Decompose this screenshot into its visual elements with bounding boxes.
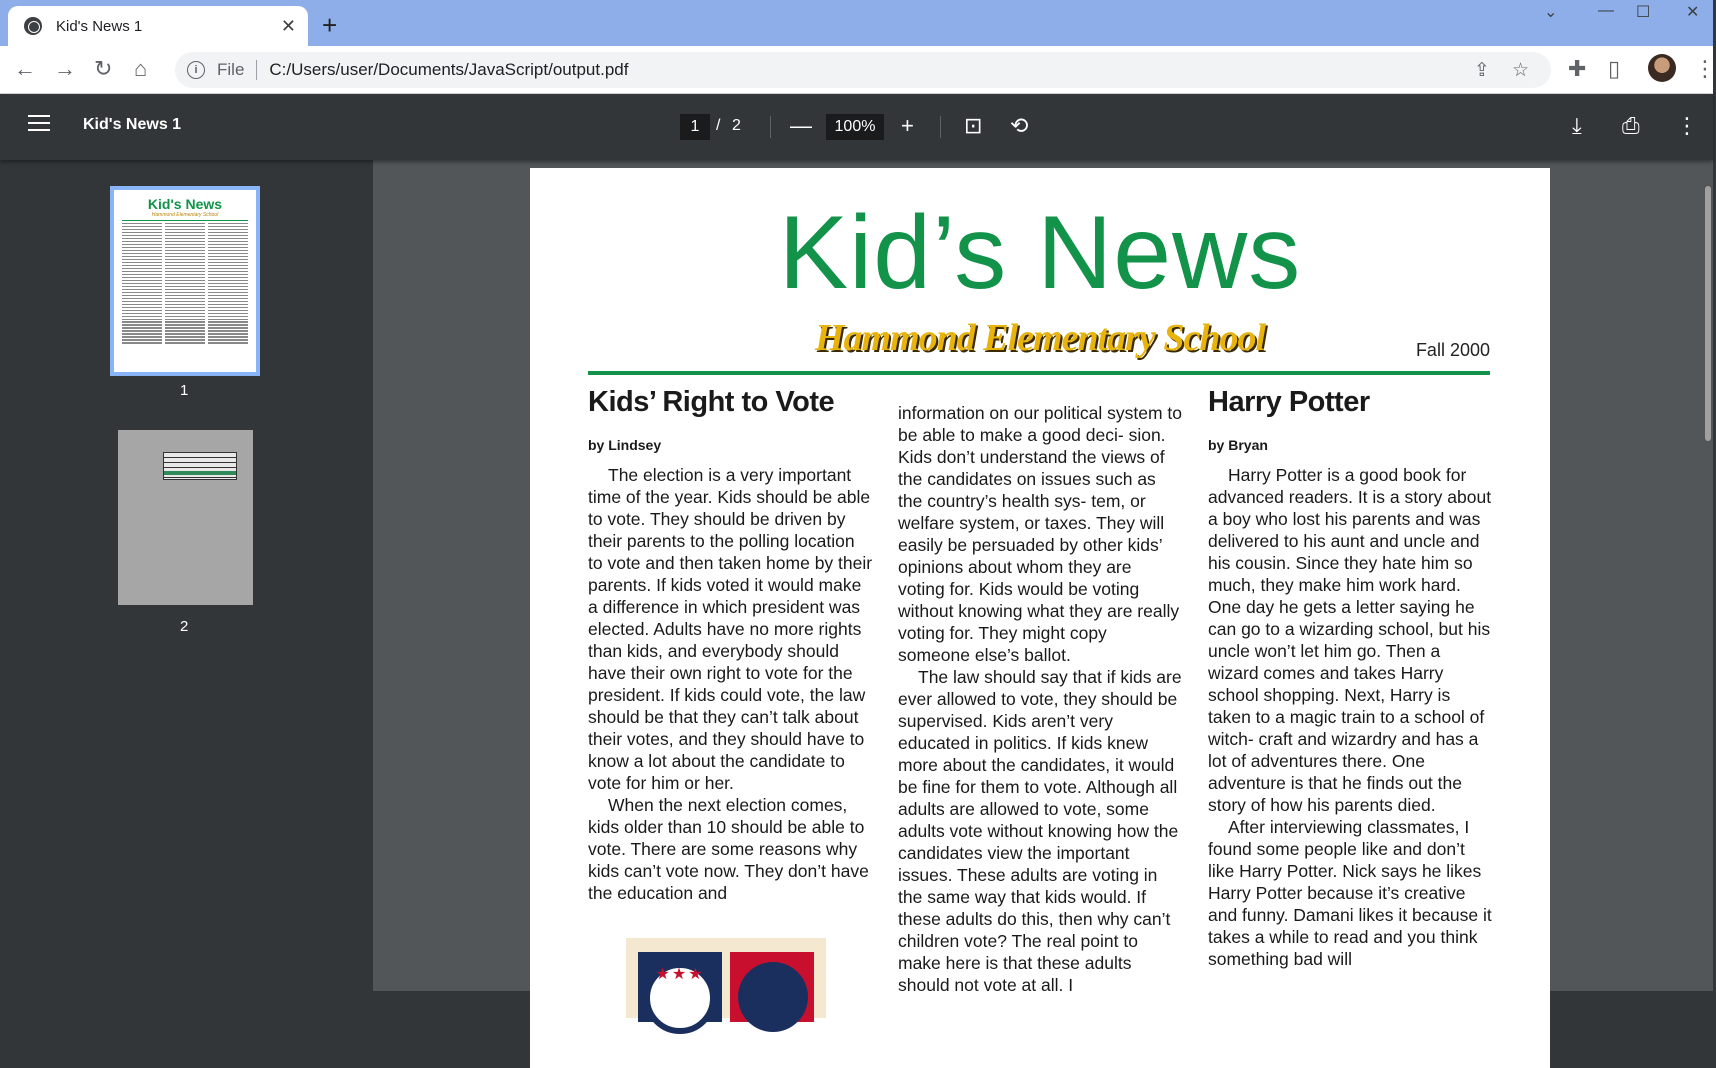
info-icon[interactable]: i [187,61,205,79]
side-panel-icon[interactable]: ▯ [1608,56,1621,81]
page-thumbnail-1[interactable] [110,186,260,376]
article-headline: Harry Potter [1208,386,1370,418]
address-bar[interactable] [175,52,1551,88]
democrat-button-image [730,952,814,1022]
toolbar-divider [940,116,941,138]
thumbnail-label-1: 1 [180,382,189,399]
issue-date: Fall 2000 [1415,340,1490,360]
vertical-scrollbar[interactable] [1701,166,1713,991]
newsletter-masthead: Kid’s News [778,195,1302,311]
address-scheme: File [217,60,245,79]
zoom-out-icon[interactable]: — [790,113,812,138]
thumbnail-rule [122,220,248,221]
scrollbar-thumb[interactable] [1705,186,1711,441]
article-paragraph: After interviewing classmates, I found some people like and don’t like Harry Potter. Nick says he likes Harry Potter because it’s creative and funny. Damani likes it because it takes a while to read and you think something bad will [1208,817,1492,969]
article-paragraph: The law should say that if kids are ever allowed to vote, they should be supervised. Kids aren’t very educated in politics. If kids knew more about the candidates, it would be fine for them to vote. Although all adults are allowed to vote, some adults vote without knowing how the candidates view the important issues. These adults are voting in the same way that kids would. If these adults do this, then why can’t children vote? The real point to make here is that these adults should not vote at all. I [898,667,1182,995]
thumbnail-text-columns [122,223,248,345]
thumbnail-label-2: 2 [180,618,189,635]
tab-search-icon[interactable]: ⌄ [1544,4,1558,21]
sidebar-toggle-menu-icon[interactable] [28,115,50,133]
address-divider [256,60,257,80]
reload-icon[interactable]: ↻ [94,56,113,81]
tab-title: Kid's News 1 [56,17,143,35]
browser-menu-icon[interactable]: ⋮ [1694,56,1716,81]
thumbnail-school: Hammond Elementary School [151,212,219,218]
page-number-input[interactable]: 1 [680,114,710,140]
back-icon[interactable]: ← [14,56,36,81]
extensions-icon[interactable]: ✚ [1568,56,1587,81]
column-2 [898,402,1183,996]
address-url[interactable]: C:/Users/user/Documents/JavaScript/output.pdf [269,60,629,79]
browser-tab[interactable] [8,6,308,46]
browser-toolbar [0,46,1716,94]
school-name: Hammond Elementary School [814,317,1266,359]
pdf-content-area[interactable] [373,160,1713,995]
profile-avatar[interactable] [1648,54,1676,82]
article-paragraph: The election is a very important time of the year. Kids should be able to vote. They should be driven by their parents to the polling location to vote and then taken home by their parents. If kids voted it would make a difference in which president was elected. Adults have no more rights than kids, and everybody should have their own right to vote for the president. If kids could vote, the law should be that they can’t talk about their votes, and they should have to know a lot about the candidate to vote for him or her. [588,465,873,793]
share-icon[interactable]: ⇪ [1474,59,1490,81]
thumbnail-sidebar [0,160,373,991]
masthead-rule [588,371,1490,375]
home-icon[interactable]: ⌂ [134,56,148,81]
minimize-icon[interactable]: — [1598,2,1614,19]
thumbnail-table [163,452,237,480]
forward-icon[interactable]: → [54,56,76,81]
print-icon[interactable]: ⎙ [1622,113,1640,138]
pdf-document-title: Kid's News 1 [83,116,182,133]
window-close-icon[interactable]: ✕ [1686,4,1700,21]
column-3 [1208,384,1493,970]
rotate-icon[interactable]: ⟲ [1010,113,1029,138]
article-paragraph: information on our political system to be able to make a good deci- sion. Kids don’t understand the views of the candidates on issues such as the country’s health sys- tem, or welfare system, or taxes. They will easily be persuaded by other kids’ opinions about whom they are voting for. Kids would be voting without knowing what they are really voting for. They might copy someone else’s ballot. [898,403,1183,665]
total-pages: 2 [732,117,741,134]
bookmark-star-icon[interactable]: ☆ [1511,59,1529,81]
article-paragraph: Harry Potter is a good book for advanced readers. It is a story about a boy who lost his parents and was delivered to his aunt and uncle and his cousin. Since they hate him so much, they make him work hard. One day he gets a letter saying he can go to a wizarding school, but his uncle won’t let him go. Then a wizard comes and takes Harry school shopping. Next, Harry is taken to a magic train to a school of witch- craft and wizardry and has a lot of adventures there. One adventure is that he finds out the story of how his parents died. [1208,465,1492,815]
article-paragraph: When the next election comes, kids older than 10 should be able to vote. There are some reasons why kids can’t vote now. They don’t have the education and [588,795,869,903]
close-tab-icon[interactable]: ✕ [280,15,296,36]
article-byline: by Bryan [1208,437,1268,453]
new-tab-button[interactable]: + [322,10,338,40]
column-1 [588,384,873,904]
page-separator: / [716,117,721,134]
thumbnail-masthead: Kid's News [147,196,223,212]
zoom-level-input[interactable]: 100% [826,114,884,140]
tab-strip [0,0,1713,46]
page-thumbnail-2[interactable] [118,430,253,605]
voting-buttons-image [626,938,826,1018]
maximize-icon[interactable]: ☐ [1636,4,1651,21]
pdf-page-1 [530,168,1550,1068]
fit-to-page-icon[interactable]: ⊡ [964,113,983,138]
zoom-in-icon[interactable]: + [901,113,914,138]
article-byline: by Lindsey [588,437,662,453]
stars-icon: ★★★ [655,966,705,983]
download-icon[interactable]: ⤓ [1572,113,1582,138]
republican-button-image [638,952,722,1022]
toolbar-divider [770,116,771,138]
more-actions-icon[interactable]: ⋮ [1676,113,1698,138]
pdf-toolbar [0,94,1713,160]
article-headline: Kids’ Right to Vote [588,386,835,418]
globe-icon [24,17,42,35]
